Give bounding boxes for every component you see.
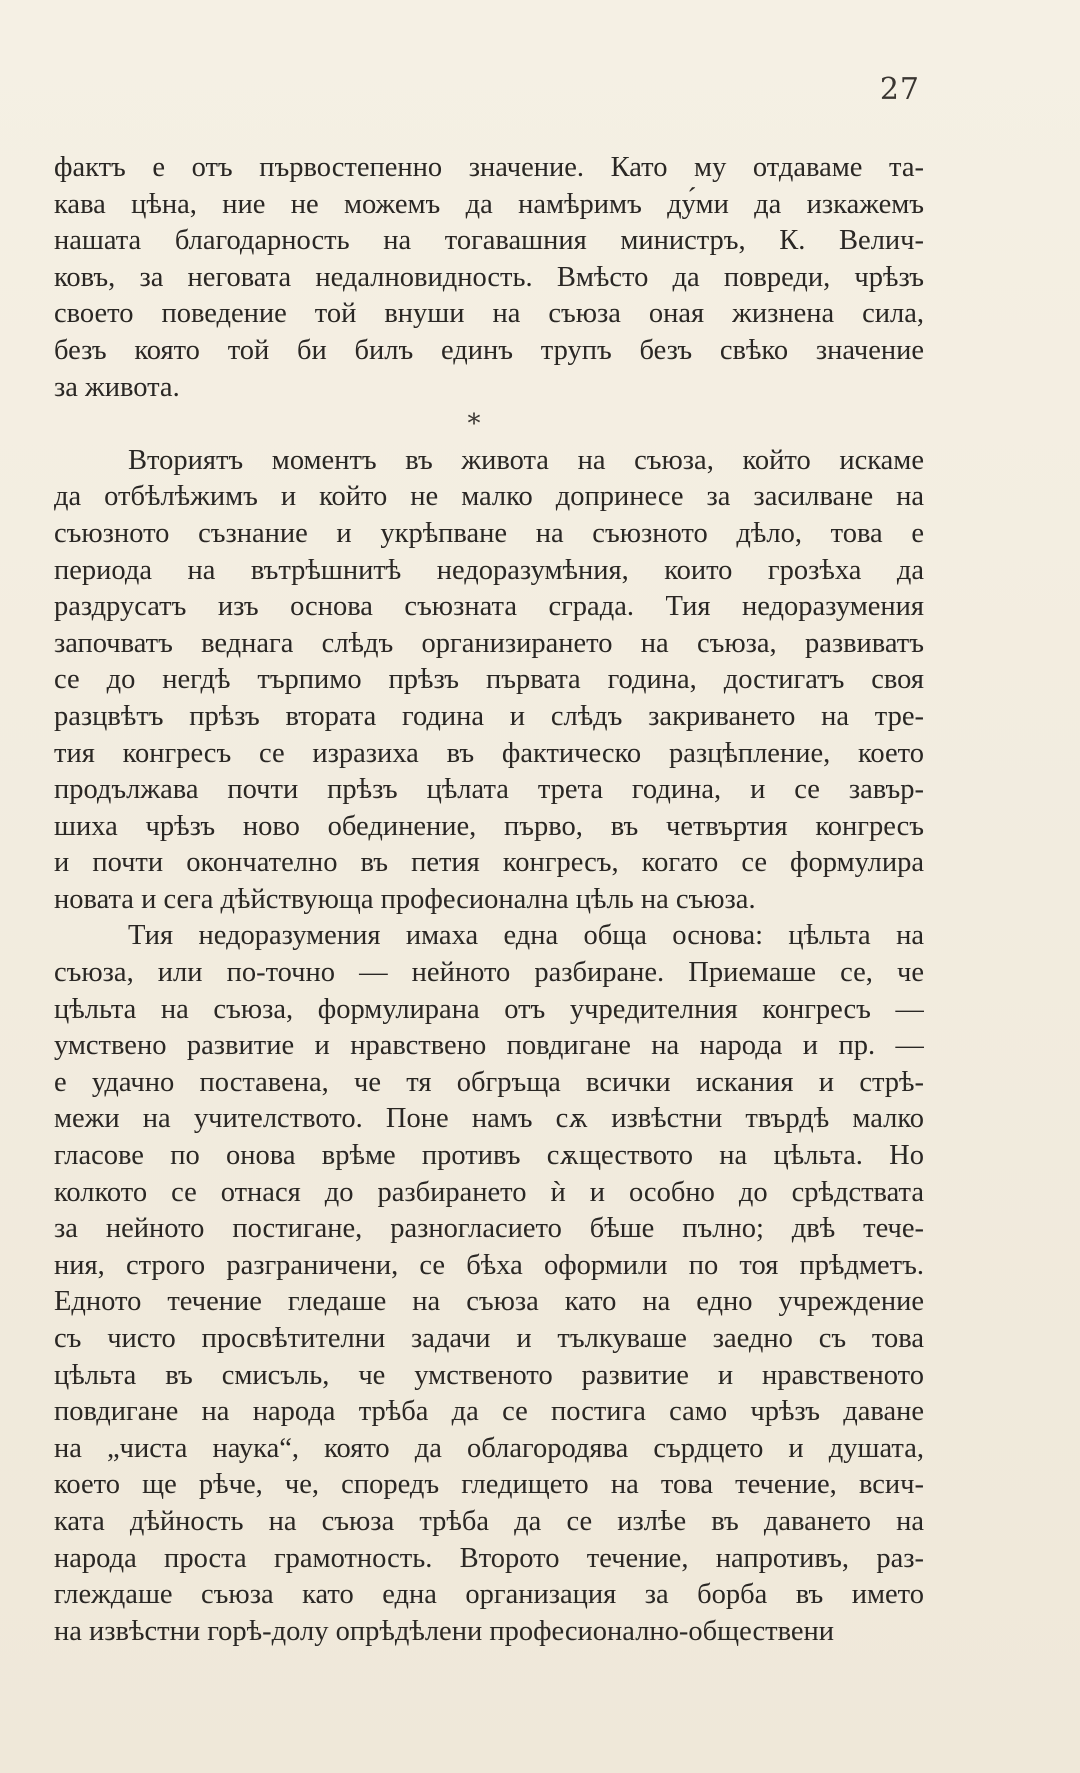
page-text bbox=[54, 150, 924, 1650]
text-line: е удачно поставена, че тя обгръща всички искания и стрѣ- bbox=[54, 1066, 924, 1098]
text-line: ката дѣйность на съюза трѣба да се излѣе въ даването на bbox=[54, 1505, 924, 1537]
paragraph-3 bbox=[54, 918, 924, 1650]
text-line: Вториятъ моментъ въ живота на съюза, който искаме bbox=[128, 444, 924, 476]
text-line: новата и сега дѣйствующа професионална цѣль на съюза. bbox=[54, 883, 756, 915]
text-line: цѣльта на съюза, формулирана отъ учредителния конгресъ — bbox=[54, 993, 924, 1025]
text-line: Едното течение гледаше на съюза като на едно учреждение bbox=[54, 1286, 924, 1318]
text-line: межи на учителството. Поне намъ сѫ извѣстни твърдѣ малко bbox=[54, 1103, 924, 1135]
text-line: съюза, или по-точно — нейното разбиране. Приемаше се, че bbox=[54, 957, 924, 989]
text-line: умствено развитие и нравствено повдигане на народа и пр. — bbox=[54, 1030, 924, 1062]
text-line: фактъ е отъ първостепенно значение. Като му отдаваме та- bbox=[54, 152, 924, 183]
text-line: се до негдѣ търпимо прѣзъ първата година, достигатъ своя bbox=[54, 664, 924, 696]
text-line: на „чиста наука“, която да облагородява сърдцето и душата, bbox=[54, 1432, 924, 1464]
paragraph-1 bbox=[54, 150, 924, 406]
text-line: и почти окончателно въ петия конгресъ, когато се формулира bbox=[54, 847, 924, 879]
page-number: 27 bbox=[879, 72, 920, 107]
section-separator: * bbox=[467, 409, 481, 440]
text-line: колкото се отнася до разбирането ѝ и особно до срѣдствата bbox=[54, 1176, 924, 1208]
text-line: глеждаше съюза като една организация за борба въ името bbox=[54, 1579, 924, 1611]
text-line: повдигане на народа трѣба да се постига само чрѣзъ даване bbox=[54, 1396, 924, 1428]
text-line: периода на вътрѣшнитѣ недоразумѣния, които грозѣха да bbox=[54, 554, 924, 586]
text-line: за нейното постигане, разногласието бѣше пълно; двѣ тече- bbox=[54, 1213, 924, 1245]
text-line: безъ която той би билъ единъ трупъ безъ свѣко значение bbox=[54, 334, 924, 366]
text-line: кава цѣна, ние не можемъ да намѣримъ ду́ми да изкажемъ bbox=[54, 188, 924, 220]
paragraph-2 bbox=[54, 443, 924, 919]
text-line: цѣльта въ смисъль, че умственото развитие и нравственото bbox=[54, 1359, 924, 1391]
text-line: раздрусатъ изъ основа съюзната сграда. Тия недоразумения bbox=[54, 591, 924, 623]
text-line: започватъ веднага слѣдъ организирането на съюза, развиватъ bbox=[54, 627, 924, 659]
text-line: да отбѣлѣжимъ и който не малко допринесе за засилване на bbox=[54, 481, 924, 513]
text-line: народа проста грамотность. Второто течение, напротивъ, раз- bbox=[54, 1542, 924, 1574]
text-line: разцвѣтъ прѣзъ втората година и слѣдъ закриването на тре- bbox=[54, 700, 924, 732]
text-line: на извѣстни горѣ-долу опрѣдѣлени професионално-обществени bbox=[54, 1615, 835, 1647]
text-line: съ чисто просвѣтителни задачи и тълкуваше заедно съ това bbox=[54, 1323, 924, 1354]
text-line: своето поведение той внуши на съюза оная жизнена сила, bbox=[54, 298, 924, 330]
text-line: тия конгресъ се изразиха въ фактическо разцѣпление, което bbox=[54, 737, 924, 769]
text-line: ния, строго разграничени, се бѣха оформили по тоя прѣдметъ. bbox=[54, 1249, 924, 1281]
text-line: което ще рѣче, че, споредъ гледището на това течение, всич- bbox=[54, 1469, 924, 1501]
text-line: Тия недоразумения имаха една обща основа: цѣльта на bbox=[128, 920, 924, 952]
text-line: съюзното съзнание и укрѣпване на съюзното дѣло, това е bbox=[54, 517, 924, 549]
text-line: нашата благодарность на тогавашния министръ, К. Велич- bbox=[54, 225, 924, 257]
text-line: гласове по онова врѣме противъ сѫществото на цѣльта. Но bbox=[54, 1140, 924, 1172]
text-line: ковъ, за неговата недалновидность. Вмѣсто да повреди, чрѣзъ bbox=[54, 261, 924, 293]
text-line: продължава почти прѣзъ цѣлата трета година, и се завър- bbox=[54, 774, 924, 806]
text-line: шиха чрѣзъ ново обединение, първо, въ четвъртия конгресъ bbox=[54, 810, 924, 842]
text-line: за живота. bbox=[54, 371, 180, 403]
